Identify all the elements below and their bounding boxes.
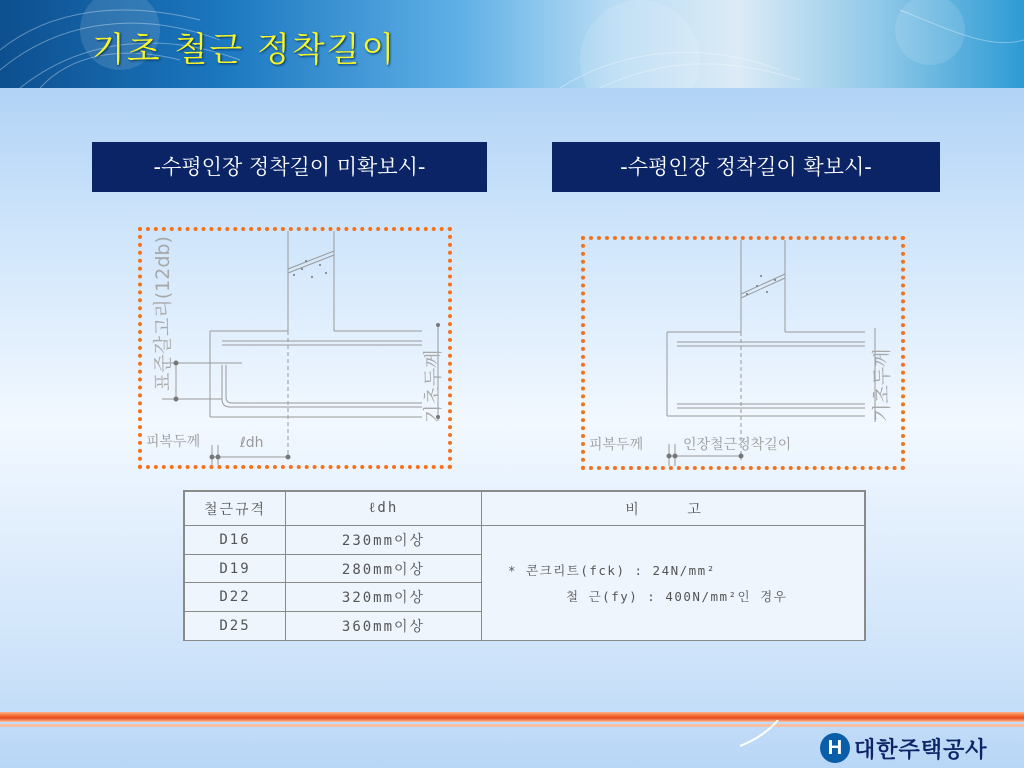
- rebar-size-cell: D16: [185, 526, 286, 555]
- page-title: 기초 철근 정착길이: [92, 30, 397, 70]
- rebar-size-cell: D19: [185, 555, 286, 583]
- header-ldh: ℓdh: [286, 492, 482, 526]
- logo-text: 대한주택공사: [854, 737, 988, 763]
- remark-concrete: * 콘크리트(fck) : 24N/mm²: [508, 563, 716, 578]
- cover-thickness-label: 피복두께: [589, 437, 644, 453]
- foundation-thickness-label: 기초두께: [871, 348, 893, 422]
- table-header-row: [185, 492, 865, 526]
- ldh-cell: 320mm이상: [286, 583, 482, 612]
- header-rebar-size: 철근규격: [185, 492, 286, 526]
- remark-cell: [482, 526, 865, 641]
- logo-mark-icon: H: [820, 733, 850, 763]
- right-drawing-lines: [585, 240, 901, 466]
- cover-thickness-label: 피복두께: [146, 434, 201, 450]
- company-logo: [820, 732, 988, 764]
- standard-hook-label: 표준갈고리(12db): [152, 236, 174, 391]
- left-panel-label: -수평인장 정착길이 미확보시-: [92, 142, 487, 192]
- left-detail-drawing: [138, 227, 452, 469]
- remark-steel: 철 근(fy) : 400N/mm²인 경우: [566, 589, 788, 604]
- header-remark: 비 고: [482, 492, 865, 526]
- rebar-spec-table: [183, 490, 866, 641]
- right-detail-drawing: [581, 236, 905, 470]
- right-panel-label: -수평인장 정착길이 확보시-: [552, 142, 940, 192]
- table-row: [185, 526, 865, 555]
- rebar-size-cell: D22: [185, 583, 286, 612]
- anchorage-length-label: 인장철근정착길이: [683, 437, 792, 453]
- footer-stripe-thin: [0, 724, 1024, 727]
- foundation-thickness-label: 기초두께: [422, 349, 444, 423]
- ldh-label: ℓdh: [240, 435, 264, 451]
- left-drawing-lines: [142, 231, 448, 465]
- header-banner: [0, 0, 1024, 88]
- rebar-size-cell: D25: [185, 612, 286, 641]
- ldh-cell: 360mm이상: [286, 612, 482, 641]
- footer-stripe: [0, 712, 1024, 722]
- ldh-cell: 280mm이상: [286, 555, 482, 583]
- footer-swoosh: [730, 720, 790, 750]
- ldh-cell: 230mm이상: [286, 526, 482, 555]
